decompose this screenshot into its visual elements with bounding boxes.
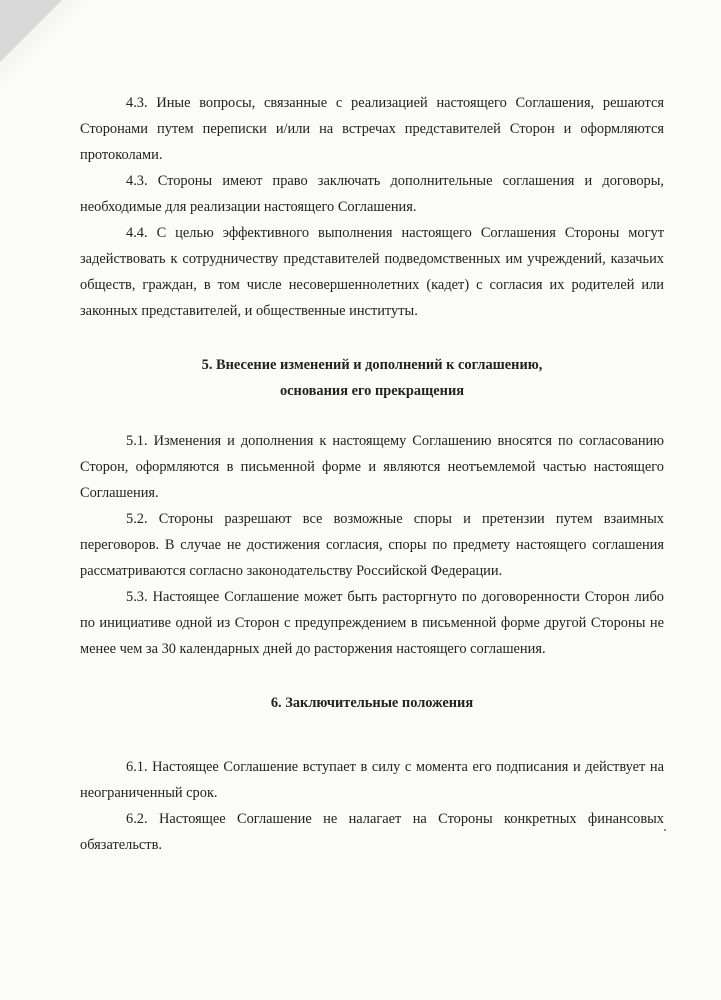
section-5-spacer <box>80 404 664 428</box>
paragraph-5-2: 5.2. Стороны разрешают все возможные споры и претензии путем взаимных переговоров. В случае не достижения согласия, споры по предмету настоящего соглашения рассматриваются согласно законодательству Российской Федерации. <box>80 511 664 579</box>
section-6-title-line: 6. Заключительные положения <box>270 695 474 711</box>
section-5-title-line-2: основания его прекращения <box>279 383 465 399</box>
paragraph-4-4: 4.4. С целью эффективного выполнения настоящего Соглашения Стороны могут задействовать к сотрудничеству представителей подведомственных им учреждений, казачьих обществ, граждан, в том числе несовершеннолетних (кадет) с согласия их родителей или законных представителей, и общественные институты. <box>80 225 664 319</box>
paragraph-5-3: 5.3. Настоящее Соглашение может быть расторгнуто по договоренности Сторон либо по инициативе одной из Сторон с предупреждением в письменной форме другой Стороны не менее чем за 30 календарных дней до расторжения настоящего соглашения. <box>80 589 664 657</box>
section-5-title <box>80 352 664 404</box>
scan-speck <box>664 829 666 831</box>
paragraph-4-3-second: 4.3. Стороны имеют право заключать дополнительные соглашения и договоры, необходимые для реализации настоящего Соглашения. <box>80 173 664 215</box>
paragraph-6-1: 6.1. Настоящее Соглашение вступает в силу с момента его подписания и действует на неограниченный срок. <box>80 759 664 801</box>
paragraph-5-1: 5.1. Изменения и дополнения к настоящему Соглашению вносятся по согласованию Сторон, оформляются в письменной форме и являются неотъемлемой частью настоящего Соглашения. <box>80 433 664 501</box>
page-corner-fold <box>0 0 62 62</box>
section-5-title-line-1: 5. Внесение изменений и дополнений к соглашению, <box>201 357 543 373</box>
paragraph-4-3-first: 4.3. Иные вопросы, связанные с реализацией настоящего Соглашения, решаются Сторонами путем переписки и/или на встречах представителей Сторон и оформляются протоколами. <box>80 95 664 163</box>
section-6-title <box>80 690 664 716</box>
document-body <box>80 90 664 858</box>
section-6-spacer <box>80 716 664 754</box>
paragraph-6-2: 6.2. Настоящее Соглашение не налагает на Стороны конкретных финансовых обязательств. <box>80 811 664 853</box>
